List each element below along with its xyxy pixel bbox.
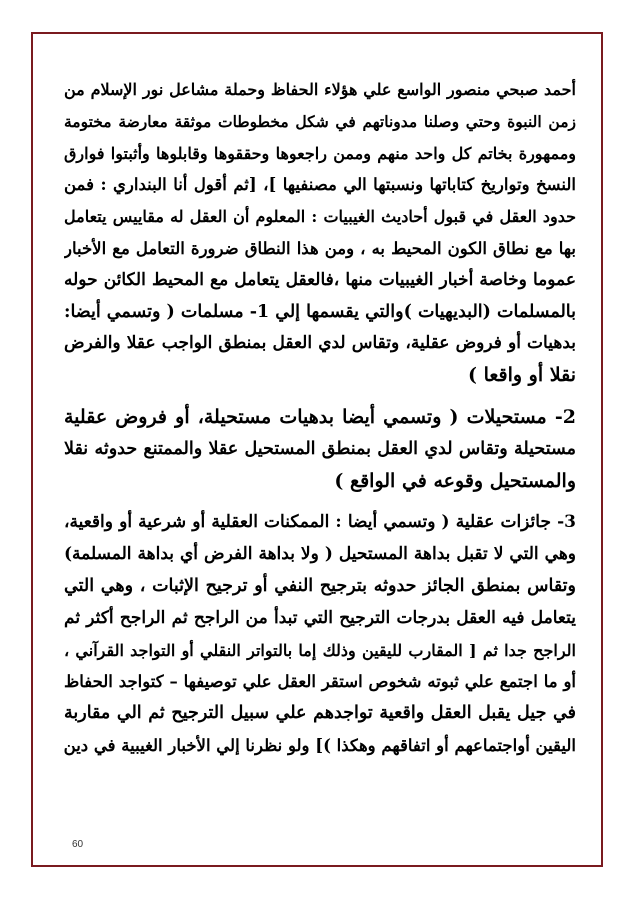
page-number: 60 bbox=[72, 839, 84, 850]
text-line: بدهيات أو فروض عقلية، وتقاس لدي العقل بمنطق الواجب عقلا والفرض bbox=[64, 333, 576, 354]
text-line: اليقين أواجتماعهم أو اتفاقهم وهكذا )] ولو نظرنا إلي الأخبار الغيبية في دين bbox=[64, 735, 576, 755]
text-line: في جيل يقبل العقل واقعية تواجدهم علي سبيل الترجيح ثم الي مقاربة bbox=[64, 703, 576, 724]
text-line: زمن النبوة وحتي وصلنا مدوناتهم في شكل مخطوطات موثقة معارضة مختومة bbox=[64, 111, 576, 131]
text-line: أو ما اجتمع علي ثبوته شخوص استقر العقل علي توصيفها – كتواجد الحفاظ bbox=[64, 672, 576, 692]
text-line: والمستحيل وقوعه في الواقع ) bbox=[334, 469, 576, 492]
text-line: وتقاس بمنطق الجائز حدوثه بترجيح النفي أو ترجيح الإثبات ، وهي التي bbox=[64, 575, 576, 596]
text-line: عموما وخاصة أخبار الغيبيات منها ،فالعقل يتعامل مع المحيط الكائن حوله bbox=[64, 269, 576, 290]
document-body bbox=[64, 74, 576, 762]
text-line: النسخ وتواريخ كتاباتها ونسبتها الي مصنفيها ]، [ثم أقول أنا البنداري : فمن bbox=[64, 175, 576, 195]
text-line: وممهورة بخاتم كل واحد منهم وممن راجعوها وحققوها وقابلوها وأثبتوا فوارق bbox=[64, 143, 576, 163]
text-line: يتعامل فيه العقل بدرجات الترجيح التي تبدأ من الراجح ثم الراجح أكثر ثم bbox=[64, 607, 576, 628]
paragraph-gap bbox=[64, 497, 576, 507]
text-line: وهي التي لا تقبل بداهة المستحيل ( ولا بداهة الفرض أي بداهة المسلمة) bbox=[64, 544, 576, 565]
text-line: نقلا أو واقعا ) bbox=[467, 364, 576, 387]
text-line: 2- مستحيلات ( وتسمي أيضا بدهيات مستحيلة، أو فروض عقلية bbox=[64, 405, 576, 428]
text-line: حدود العقل في قبول أحاديث الغيبيات : المعلوم أن العقل له مقاييس يتعامل bbox=[64, 207, 576, 227]
text-line: الراجح جدا ثم [ المقارب لليقين وذلك إما بالتواتر النقلي أو التواجد القرآني ، bbox=[64, 640, 576, 660]
paragraph-gap bbox=[64, 392, 576, 402]
text-line: بالمسلمات (البديهيات )والتي يقسمها إلي 1- مسلمات ( وتسمي أيضا: bbox=[64, 301, 576, 322]
text-line: أحمد صبحي منصور الواسع علي هؤلاء الحفاظ وحملة مشاعل نور الإسلام من bbox=[64, 80, 576, 99]
text-line: بها مع نطاق الكون المحيط به ، ومن هذا النطاق ضرورة التعامل مع الأخبار bbox=[64, 238, 576, 258]
text-line: مستحيلة وتقاس لدي العقل بمنطق المستحيل عقلا والممتنع حدوثه نقلا bbox=[64, 438, 576, 459]
text-line: 3- جائزات عقلية ( وتسمي أيضا : الممكنات العقلية أو شرعية أو واقعية، bbox=[64, 512, 576, 533]
